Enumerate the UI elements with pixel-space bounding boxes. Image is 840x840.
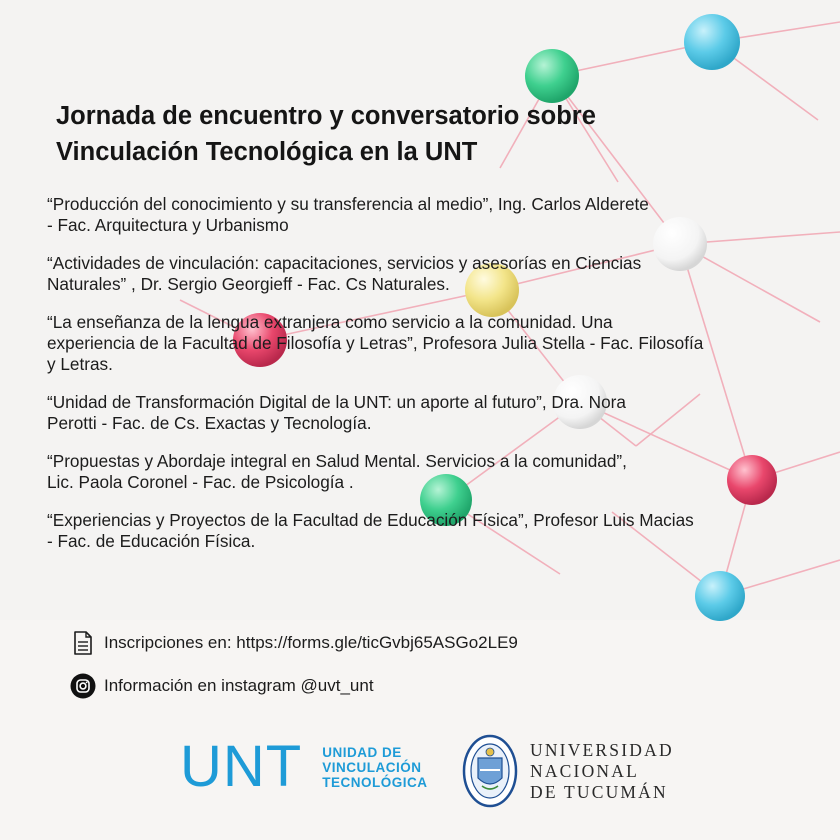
uvt-logo-line: VINCULACIÓN bbox=[322, 759, 422, 775]
talk-line: y Letras. bbox=[47, 354, 113, 374]
talk-line: - Fac. de Educación Física. bbox=[47, 531, 256, 551]
molecule-bead bbox=[525, 49, 579, 103]
talk-item bbox=[47, 253, 827, 295]
university-name-line: DE TUCUMÁN bbox=[530, 781, 668, 802]
talk-line: Perotti - Fac. de Cs. Exactas y Tecnología. bbox=[47, 413, 372, 433]
talk-line: “Actividades de vinculación: capacitaciones, servicios y asesorías en Ciencias bbox=[47, 253, 642, 273]
university-name-line: UNIVERSIDAD bbox=[530, 739, 674, 760]
instagram-icon bbox=[70, 673, 96, 699]
talk-list bbox=[47, 194, 827, 569]
university-name-line: NACIONAL bbox=[530, 760, 639, 781]
uvt-logo-line: TECNOLÓGICA bbox=[322, 774, 428, 790]
instagram-link[interactable]: Información en instagram @uvt_unt bbox=[104, 676, 374, 695]
document-icon bbox=[70, 630, 96, 656]
talk-line: “Producción del conocimiento y su transferencia al medio”, Ing. Carlos Alderete bbox=[47, 194, 649, 214]
inscriptions-row bbox=[70, 630, 518, 656]
talk-line: “Unidad de Transformación Digital de la UNT: un aporte al futuro”, Dra. Nora bbox=[47, 392, 626, 412]
talk-item bbox=[47, 510, 827, 552]
title-line: Vinculación Tecnológica en la UNT bbox=[56, 138, 478, 166]
instagram-row bbox=[70, 673, 374, 699]
talk-line: Lic. Paola Coronel - Fac. de Psicología . bbox=[47, 472, 354, 492]
uvt-logo bbox=[180, 734, 428, 799]
university-logo bbox=[462, 734, 674, 808]
university-name bbox=[530, 740, 674, 803]
page-title bbox=[56, 98, 756, 170]
talk-line: Naturales” , Dr. Sergio Georgieff - Fac. Cs Naturales. bbox=[47, 274, 450, 294]
talk-line: “Propuestas y Abordaje integral en Salud Mental. Servicios a la comunidad”, bbox=[47, 451, 627, 471]
talk-line: “Experiencias y Proyectos de la Facultad de Educación Física”, Profesor Luis Macias bbox=[47, 510, 694, 530]
talk-item bbox=[47, 451, 827, 493]
talk-line: - Fac. Arquitectura y Urbanismo bbox=[47, 215, 289, 235]
uvt-logo-text bbox=[322, 745, 427, 790]
inscriptions-link[interactable]: Inscripciones en: https://forms.gle/ticGvbj65ASGo2LE9 bbox=[104, 633, 518, 652]
title-line: Jornada de encuentro y conversatorio sobre bbox=[56, 102, 596, 130]
molecule-bead bbox=[684, 14, 740, 70]
talk-item bbox=[47, 194, 827, 236]
uvt-logo-line: UNIDAD DE bbox=[322, 744, 402, 760]
university-seal-icon bbox=[462, 734, 518, 808]
talk-item bbox=[47, 392, 827, 434]
talk-item bbox=[47, 312, 827, 375]
unt-logo-letters: UNT bbox=[180, 734, 303, 799]
talk-line: “La enseñanza de la lengua extranjera como servicio a la comunidad. Una bbox=[47, 312, 613, 332]
molecule-bead bbox=[695, 571, 745, 621]
talk-line: experiencia de la Facultad de Filosofía y Letras”, Profesora Julia Stella - Fac. Filosofía bbox=[47, 333, 704, 353]
